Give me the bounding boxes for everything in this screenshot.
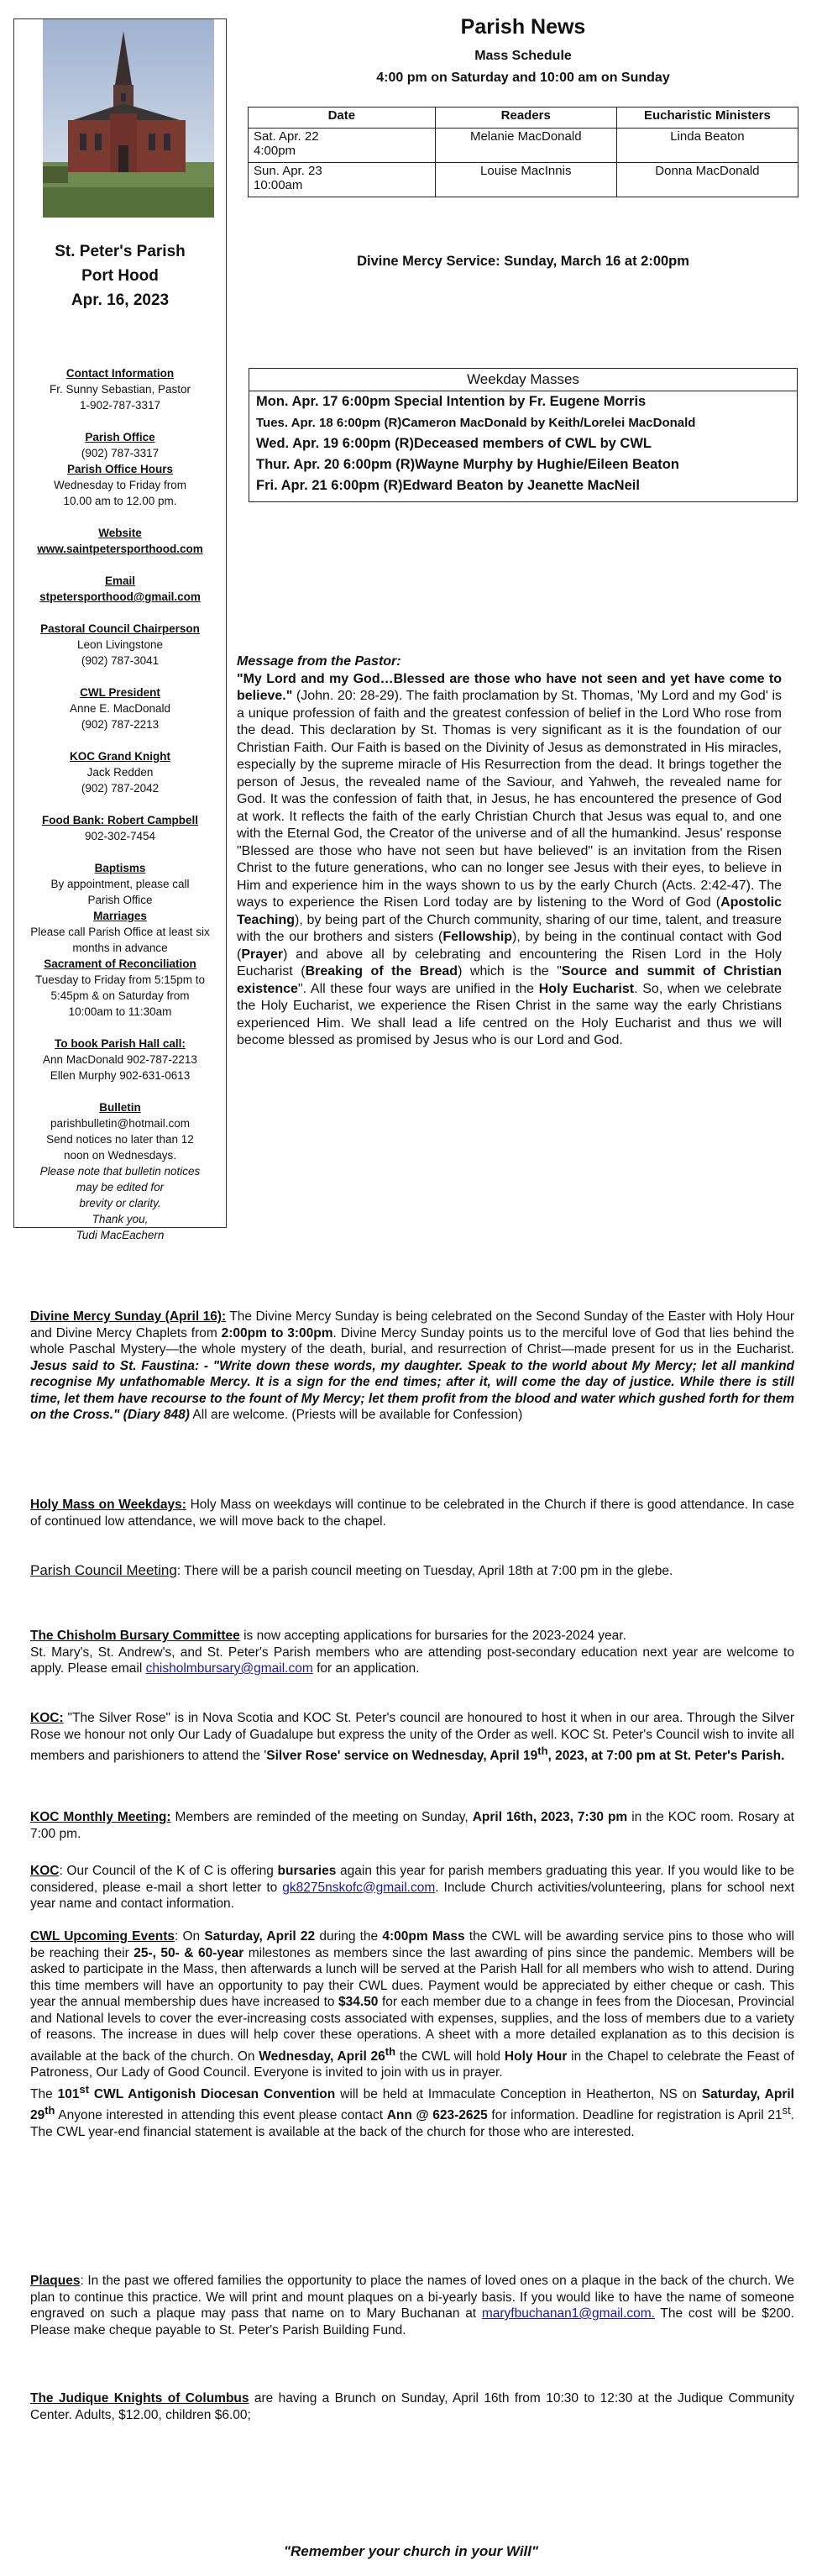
notice-text: again this year for parish members graduating this year. If you would like to be considered, please e-mail a short letter to xyxy=(30,1864,794,1895)
bulletin-line3: noon on Wednesdays. xyxy=(63,1149,177,1162)
notice-sup: th xyxy=(385,2044,395,2058)
marriages-line1: Please call Parish Office at least six xyxy=(30,926,210,938)
schedule-heading: Mass Schedule xyxy=(474,49,572,63)
table-row xyxy=(249,129,798,163)
reconciliation-line1: Tuesday to Friday from 5:15pm to xyxy=(34,973,206,986)
col-readers: Readers xyxy=(435,108,616,129)
weekday-mass-notice xyxy=(30,1497,794,1529)
notice-bold: Silver Rose' service on Wednesday, April 19 xyxy=(266,1749,538,1764)
notice-text: The cost will be $200. Please make cheque payable to St. Peter's Parish Building Fund. xyxy=(30,2306,794,2337)
koc-phone: (902) 787-2042 xyxy=(81,782,160,795)
row-date: Sat. Apr. 22 xyxy=(254,129,319,144)
baptisms-heading: Baptisms xyxy=(94,862,146,874)
koc-email-link[interactable]: gk8275nskofc@gmail.com xyxy=(282,1880,436,1895)
pastor-name: Fr. Sunny Sebastian, Pastor xyxy=(49,383,191,396)
schedule-times: 4:00 pm on Saturday and 10:00 am on Sunday xyxy=(376,71,670,85)
notice-text: The Divine Mercy Sunday is being celebrated on the Second Sunday of the Easter with Holy Hour and Divine Mercy Chaplets from xyxy=(30,1309,795,1340)
pastor-message xyxy=(237,653,782,1050)
pastor-bold: Holy Eucharist xyxy=(538,981,635,996)
hours-line2: 10.00 am to 12.00 pm. xyxy=(63,495,177,507)
notice-heading: Divine Mercy Sunday (April 16): xyxy=(30,1309,227,1324)
col-ministers: Eucharistic Ministers xyxy=(616,108,798,129)
notice-text: in the KOC room. Rosary at 7:00 pm. xyxy=(30,1810,794,1841)
koc-meeting-notice xyxy=(30,1809,794,1842)
cwl-notice xyxy=(30,1928,794,2140)
church-photo xyxy=(43,19,214,218)
pastor-text: ". All these four ways are unified in the xyxy=(297,981,539,996)
mass-schedule-table xyxy=(248,107,798,197)
notice-text: for information. Deadline for registration is April 21 xyxy=(487,2108,783,2123)
pastor-text: ), by being part of the Church community, sharing of our time, talent, and treasure with the our brothers and sisters ( xyxy=(237,912,782,944)
bulletin-line6: brevity or clarity. xyxy=(79,1197,161,1209)
pastor-bold: Prayer xyxy=(241,947,284,962)
baptisms-line1: By appointment, please call xyxy=(50,878,190,890)
notice-heading: CWL Upcoming Events xyxy=(30,1929,175,1944)
notice-text: milestones as members since the last awarding of pins since the pandemic. Members will be asked to participate in the Mass, then afterwards a lunch will be served at the Parish Hall for all members who wish to attend. During this time members will have an opportunity to pay their CWL dues. Payment would be appreciated by either cheque or cash. This year the annual membership dues have increased to xyxy=(30,1945,794,2009)
row-date: Sun. Apr. 23 xyxy=(254,164,322,178)
row-reader: Louise MacInnis xyxy=(435,163,616,197)
notice-bold: 2:00pm to 3:00pm xyxy=(221,1325,333,1340)
pastor-phone: 1-902-787-3317 xyxy=(79,399,161,412)
row-time: 10:00am xyxy=(254,178,303,192)
notice-heading: Holy Mass on Weekdays: xyxy=(30,1498,186,1512)
plaques-notice xyxy=(30,2273,794,2338)
hours-line1: Wednesday to Friday from xyxy=(53,479,187,491)
notice-text: : In the past we offered families the opportunity to place the names of loved ones on a plaque in the back of the church. We plan to continue this practice. We will print and mount plaques on a bi-yearly basis. If you would like to have the name of someone engraved on such a plaque may pass that name on to Mary Buchanan at xyxy=(30,2274,794,2321)
contact-heading: Contact Information xyxy=(65,367,175,380)
notice-sup: st xyxy=(782,2104,791,2117)
bulletin-email: parishbulletin@hotmail.com xyxy=(50,1117,191,1130)
pastor-heading: Message from the Pastor: xyxy=(237,654,401,669)
pastor-bold: Source and summit of Christian existence xyxy=(237,964,783,996)
weekday-title: Weekday Masses xyxy=(249,369,797,391)
bulletin-line2: Send notices no later than 12 xyxy=(46,1133,194,1146)
notice-bold: Saturday, April 22 xyxy=(204,1929,316,1944)
notice-heading: The Chisholm Bursary Committee xyxy=(30,1629,240,1643)
reconciliation-line2: 5:45pm & on Saturday from xyxy=(50,989,190,1002)
pastor-text: . So, when we celebrate the Holy Eucharist, we experience the Risen Christ in the same way the early Christians experienced Him. We shall lead a life centred on the Holy Eucharist and thus we will become blessed as promised by Jesus who is our Lord and God. xyxy=(237,981,782,1047)
notice-text: during the xyxy=(315,1929,383,1944)
parish-name: St. Peter's Parish xyxy=(55,243,186,260)
row-time: 4:00pm xyxy=(254,144,296,158)
bulletin-line4: Please note that bulletin notices xyxy=(39,1165,201,1178)
koc-name: Jack Redden xyxy=(86,766,154,779)
page-title: Parish News xyxy=(460,15,586,39)
baptisms-line2: Parish Office xyxy=(87,894,153,906)
notice-heading: The Judique Knights of Columbus xyxy=(30,2391,249,2405)
notice-text: for an application. xyxy=(312,1661,420,1676)
weekday-row: Wed. Apr. 19 6:00pm (R)Deceased members of CWL by CWL xyxy=(256,436,652,451)
hours-heading: Parish Office Hours xyxy=(66,463,174,475)
notice-text: in the Chapel to celebrate the Feast of Patroness, Our Lady of Good Council. Everyone is invited to join with us in prayer. xyxy=(30,2049,794,2080)
notice-text: : There will be a parish council meeting on Tuesday, April 18th at 7:00 pm in the glebe. xyxy=(176,1564,673,1578)
plaques-email-link[interactable]: maryfbuchanan1@gmail.com. xyxy=(481,2306,655,2321)
notice-text: . The CWL year-end financial statement is available at the back of the church for those who are interested. xyxy=(30,2108,794,2139)
hall-heading: To book Parish Hall call: xyxy=(55,1037,186,1050)
bulletin-heading: Bulletin xyxy=(99,1101,141,1114)
koc-silver-rose-notice xyxy=(30,1710,794,1765)
notice-heading: KOC xyxy=(30,1864,60,1878)
notice-bold: , 2023, at 7:00 pm at St. Peter's Parish. xyxy=(547,1749,785,1764)
cwl-phone: (902) 787-2213 xyxy=(81,718,160,731)
notice-text: Members are reminded of the meeting on Sunday, xyxy=(170,1810,473,1824)
notice-bold: 25-, 50- & 60-year xyxy=(134,1945,244,1960)
notice-text: . Include Church activities/volunteering, plans for school next year name and contact information. xyxy=(30,1880,794,1911)
foodbank-phone: 902-302-7454 xyxy=(84,830,156,842)
koc-bursary-notice xyxy=(30,1863,794,1912)
email-heading: Email xyxy=(104,574,136,587)
weekday-row: Thur. Apr. 20 6:00pm (R)Wayne Murphy by Hughie/Eileen Beaton xyxy=(256,457,679,472)
weekday-masses-box xyxy=(249,368,798,502)
pastor-text: ) which is the " xyxy=(458,964,562,978)
weekday-row: Tues. Apr. 18 6:00pm (R)Cameron MacDonald by Keith/Lorelei MacDonald xyxy=(256,416,696,430)
bulletin-line8: Tudi MacEachern xyxy=(76,1229,165,1241)
notice-text: St. Mary's, St. Andrew's, and St. Peter's Parish members who are attending post-secondary education next year are welcome to apply. Please email xyxy=(30,1645,794,1676)
notice-bold: Wednesday, April 26 xyxy=(259,2049,385,2064)
notice-heading: Parish Council Meeting xyxy=(30,1562,177,1578)
weekday-row: Mon. Apr. 17 6:00pm Special Intention by Fr. Eugene Morris xyxy=(256,394,647,409)
row-minister: Donna MacDonald xyxy=(616,163,798,197)
divine-mercy-service: Divine Mercy Service: Sunday, March 16 at 2:00pm xyxy=(357,254,689,269)
pcc-phone: (902) 787-3041 xyxy=(81,654,160,667)
pastor-bold: Apostolic Teaching xyxy=(237,895,782,927)
notice-bold: $34.50 xyxy=(338,1995,379,2009)
marriages-line2: months in advance xyxy=(72,942,168,954)
notice-text: "The Silver Rose" is in Nova Scotia and KOC St. Peter's council are honoured to host it when in our area. Through the Silver Rose we honour not only Our Lady of Guadalupe but express the unity of the Order as well. KOC St. Peter's Council wish to invite all members and parishioners to attend the ' xyxy=(30,1711,794,1764)
website-heading: Website xyxy=(98,527,142,539)
pcc-name: Leon Livingstone xyxy=(76,638,164,651)
cwl-name: Anne E. MacDonald xyxy=(69,702,171,715)
notice-text: All are welcome. (Priests will be available for Confession) xyxy=(189,1408,523,1422)
notice-text: Holy Mass on weekdays will continue to be celebrated in the Church if there is good attendance. In case of continued low attendance, we will move back to the chapel. xyxy=(30,1498,794,1529)
pastor-bold: Fellowship xyxy=(442,930,513,944)
notice-sup: st xyxy=(79,2082,89,2096)
notice-heading: Plaques xyxy=(30,2274,81,2288)
email-link[interactable]: stpetersporthood@gmail.com xyxy=(39,590,201,603)
notice-bold: Holy Hour xyxy=(504,2049,568,2064)
notice-sup: th xyxy=(45,2104,55,2117)
row-reader: Melanie MacDonald xyxy=(435,129,616,163)
notice-bold: bursaries xyxy=(277,1864,337,1878)
reconciliation-line3: 10:00am to 11:30am xyxy=(68,1005,172,1018)
notice-text: is now accepting applications for bursaries for the 2023-2024 year. xyxy=(239,1629,626,1643)
notice-text: The xyxy=(30,2086,58,2101)
divine-mercy-notice xyxy=(30,1309,794,1424)
notice-sup: th xyxy=(537,1744,548,1757)
pastor-bold: Breaking of the Bread xyxy=(305,964,458,978)
marriages-heading: Marriages xyxy=(93,910,147,922)
notice-text: . Divine Mercy Sunday points us to the merciful love of God that lies behind the whole Paschal Mystery—the whole mystery of the death, burial, and resurrection of Christ—made present for us in the Eucharist. xyxy=(30,1325,794,1356)
office-phone: (902) 787-3317 xyxy=(81,447,160,459)
bulletin-line5: may be edited for xyxy=(76,1181,165,1194)
notice-bold: Saturday, April 29 xyxy=(30,2086,794,2123)
pastor-quote: "My Lord and my God…Blessed are those who have not seen and yet have come to believe." xyxy=(237,671,782,703)
hall-contact1: Ann MacDonald 902-787-2213 xyxy=(43,1053,197,1066)
foodbank-heading: Food Bank: Robert Campbell xyxy=(41,814,198,826)
bulletin-date: Apr. 16, 2023 xyxy=(71,291,170,309)
notice-text: the CWL will hold xyxy=(395,2049,505,2064)
faustina-quote: Jesus said to St. Faustina: - "Write down these words, my daughter. Speak to the world about My Mercy; let all mankind recognise My unfathomable Mercy. It is a sign for the end times; after it, will come the day of justice. While there is still time, let them have recourse to the fount of My Mercy; let them profit from the blood and water which gushed forth for them on the Cross." (Diary 848) xyxy=(30,1358,794,1422)
parish-location: Port Hood xyxy=(81,267,159,285)
pastor-text: (John. 20: 28-29). The faith proclamation by St. Thomas, 'My Lord and my God' is a unique profession of faith and the greatest confession of belief in the Lord Who rose from the dead. This declaration by St. Thomas is very significant as it is the foundation of our Christian Faith. Our Faith is based on the Divinity of Jesus as demonstrated in His miracles, especially by the supreme miracle of His Resurrection from the dead. It brings together the person of Jesus, the revealed name of the Saviour, and Yahweh, the revealed name for God. It was the confession of faith that, in Jesus, he has encountered the presence of God at work. It reflects the faith of the early Christian Church that Jesus was equal to, and one with the Eternal God, the Creator of the universe and of all the humankind. Jesus' response "Blessed are those who have not seen but have believed" is an invitation from the Risen Christ to the future generations, who can no longer see Jesus with their eyes, to believe in Him and experience him in the ways shown to us by the early Church (Acts. 2:42-47). The ways to experience the Risen Lord today are by listening to the Word of God ( xyxy=(237,689,782,910)
table-row xyxy=(249,163,798,197)
notice-bold: 101 xyxy=(57,2086,80,2101)
notice-text: : Our Council of the K of C is offering xyxy=(59,1864,278,1878)
notice-text: the CWL will be awarding service pins to those who will be reaching their xyxy=(30,1929,794,1960)
row-minister: Linda Beaton xyxy=(616,129,798,163)
sidebar-info-box xyxy=(13,18,227,1241)
notice-bold: Ann @ 623-2625 xyxy=(386,2108,488,2123)
notice-bold: 4:00pm Mass xyxy=(382,1929,465,1944)
notice-bold: April 16th, 2023, 7:30 pm xyxy=(472,1810,628,1824)
notice-text: will be held at Immaculate Conception in Heatherton, NS on xyxy=(335,2086,702,2101)
cwl-heading: CWL President xyxy=(80,686,160,699)
notice-bold: CWL Antigonish Diocesan Convention xyxy=(89,2086,336,2101)
col-date: Date xyxy=(249,108,436,129)
reconciliation-heading: Sacrament of Reconciliation xyxy=(44,957,196,970)
contact-list xyxy=(14,365,226,1243)
footer-reminder: "Remember your church in your Will" xyxy=(283,2543,539,2559)
notice-text: Anyone interested in attending this event please contact xyxy=(55,2108,387,2123)
pastor-text: ) and above all by celebrating and encountering the Risen Lord in the Holy Eucharist ( xyxy=(237,947,782,978)
pcc-heading: Pastoral Council Chairperson xyxy=(40,622,200,635)
bursary-email-link[interactable]: chisholmbursary@gmail.com xyxy=(145,1661,313,1676)
weekday-row: Fri. Apr. 21 6:00pm (R)Edward Beaton by Jeanette MacNeil xyxy=(256,478,640,493)
koc-heading: KOC Grand Knight xyxy=(70,750,170,763)
notice-heading: KOC Monthly Meeting: xyxy=(30,1810,171,1824)
council-notice xyxy=(30,1562,794,1580)
pastor-text: ), by being in the continual contact with God ( xyxy=(237,930,782,962)
notice-text: are having a Brunch on Sunday, April 16th from 10:30 to 12:30 at the Judique Community Center. Adults, $12.00, children $6.00; xyxy=(30,2391,795,2422)
hall-contact2: Ellen Murphy 902-631-0613 xyxy=(50,1069,191,1082)
notice-text: : On xyxy=(174,1929,205,1944)
notice-text: for each member due to a change in fees from the Diocesan, Provincial and National levels to cover the ever-increasing costs associated with expenses, supplies, and the loss of members due to a variety of reasons. The increase in dues will help cover these operations. A sheet with a more detailed explanation as to this decision is available at the back of the church. On xyxy=(30,1995,794,2064)
bursary-notice xyxy=(30,1628,794,1677)
website-link[interactable]: www.saintpetersporthood.com xyxy=(37,543,203,555)
office-heading: Parish Office xyxy=(85,431,155,443)
bulletin-line7: Thank you, xyxy=(92,1213,149,1225)
notice-heading: KOC: xyxy=(30,1711,64,1725)
judique-notice xyxy=(30,2390,794,2423)
